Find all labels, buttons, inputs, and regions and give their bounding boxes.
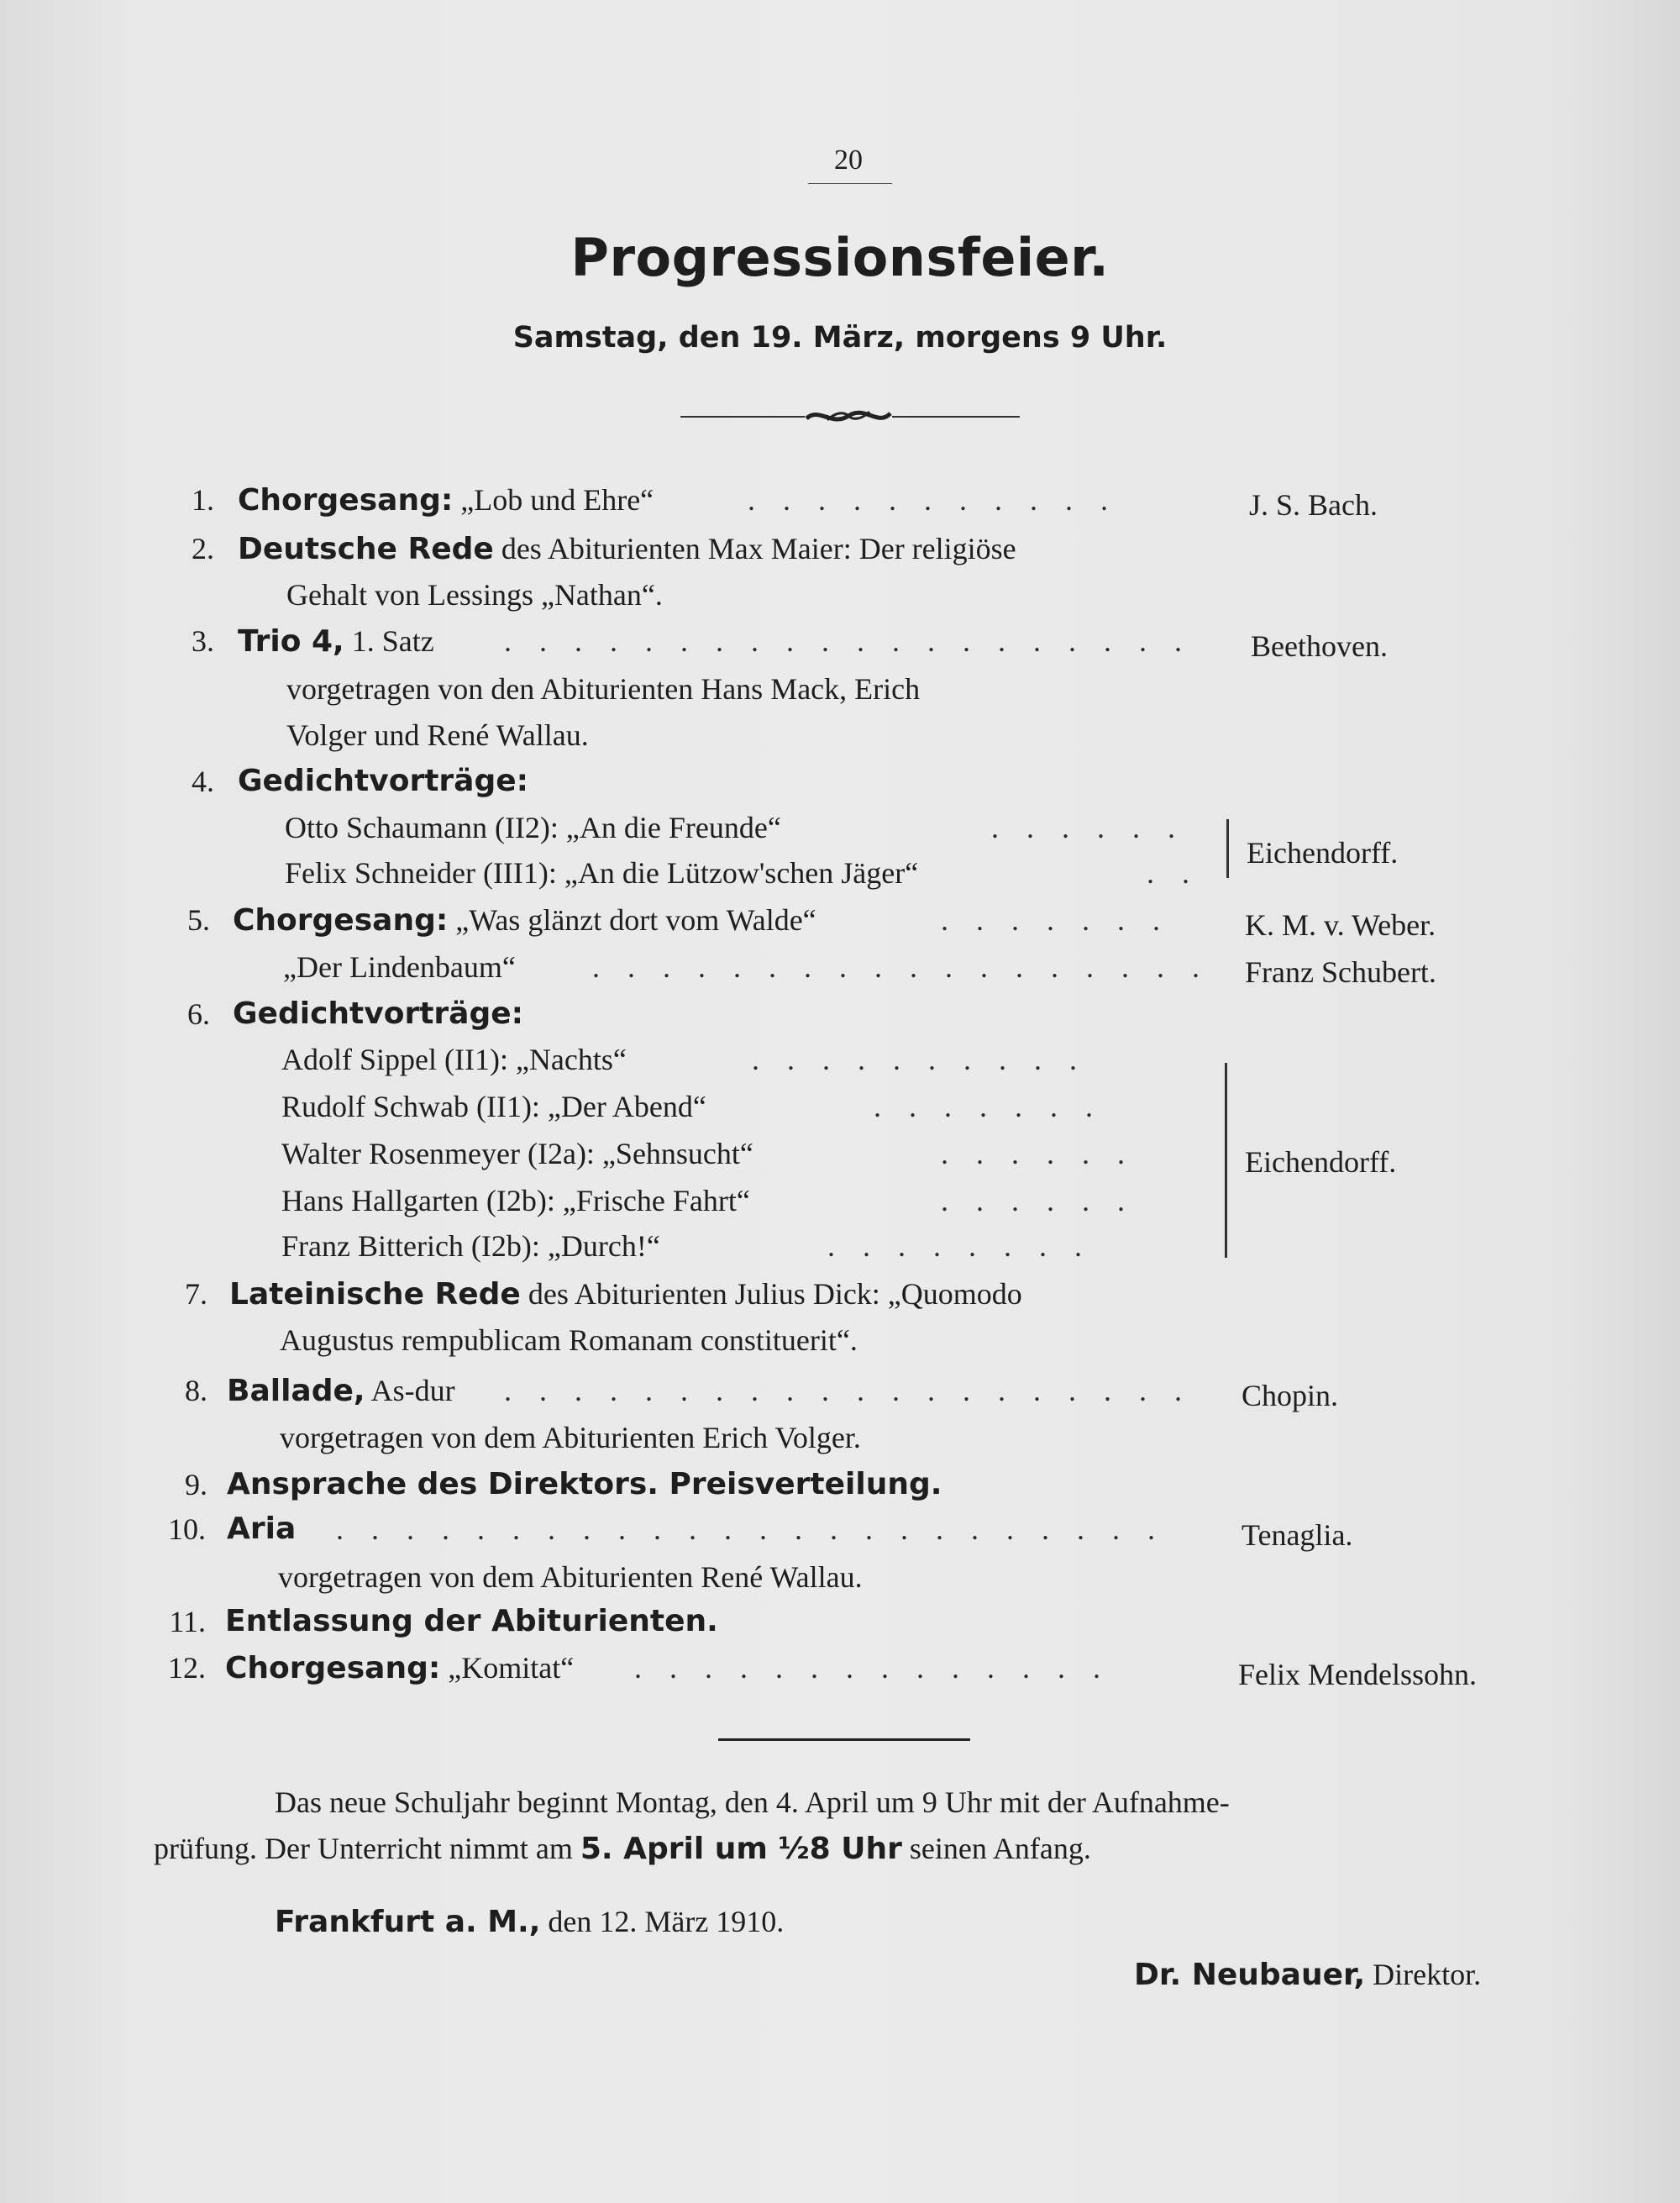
program-item-7-cont: Augustus rempublicam Romanam constituerit“. xyxy=(280,1323,858,1357)
ornament-rule-right xyxy=(892,416,1020,418)
program-item-12: Chorgesang: „Komitat“ xyxy=(225,1651,575,1685)
leader-dots: . . . . . . xyxy=(941,1137,1135,1170)
leader-dots: . . . . . . . xyxy=(941,903,1170,937)
composer: Eichendorff. xyxy=(1247,836,1399,870)
group-brace xyxy=(1226,819,1232,878)
composer: Eichendorff. xyxy=(1245,1145,1397,1179)
program-item-8-cont: vorgetragen von dem Abiturienten Erich Volger. xyxy=(280,1421,861,1454)
program-item-8: Ballade, As-dur xyxy=(227,1374,455,1408)
program-number: 11. xyxy=(169,1605,206,1638)
page-title: Progressionsfeier. xyxy=(570,227,1110,288)
leader-dots: . . xyxy=(1147,856,1200,890)
page-number: 20 xyxy=(834,145,863,176)
leader-dots: . . . . . . . . . . . . . . . . . . . . . . . . xyxy=(336,1512,1165,1546)
program-item-2-cont: Gehalt von Lessings „Nathan“. xyxy=(286,578,663,612)
program-number: 12. xyxy=(168,1651,206,1685)
program-number: 6. xyxy=(187,997,210,1031)
leader-dots: . . . . . . . . . . . . . . . . . . . . xyxy=(504,1374,1192,1407)
program-item-4-cont: Felix Schneider (III1): „An die Lützow'schen Jäger“ xyxy=(285,856,919,890)
composer: Chopin. xyxy=(1242,1379,1339,1412)
notice-line-1: Das neue Schuljahr beginnt Montag, den 4. April um 9 Uhr mit der Aufnahme- xyxy=(275,1785,1230,1819)
leader-dots: . . . . . . . . . . xyxy=(752,1043,1087,1076)
group-brace xyxy=(1225,1063,1231,1258)
program-item-10-cont: vorgetragen von dem Abiturienten René Wallau. xyxy=(278,1560,863,1594)
leader-dots: . . . . . . . . xyxy=(827,1229,1092,1263)
program-number: 2. xyxy=(192,532,214,565)
composer: K. M. v. Weber. xyxy=(1245,908,1436,942)
leader-dots: . . . . . . . . . . . . . . . . . . xyxy=(592,950,1210,984)
page-number-rule xyxy=(808,183,892,184)
ornament-flourish-icon xyxy=(802,403,895,429)
program-number: 10. xyxy=(168,1512,206,1546)
leader-dots: . . . . . . xyxy=(991,811,1185,844)
program-number: 4. xyxy=(192,765,214,798)
program-item-4-cont: Otto Schaumann (II2): „An die Freunde“ xyxy=(285,811,781,844)
page-subtitle: Samstag, den 19. März, morgens 9 Uhr. xyxy=(512,321,1168,355)
program-number: 8. xyxy=(185,1374,207,1407)
program-number: 5. xyxy=(187,903,210,937)
program-number: 1. xyxy=(192,483,214,517)
program-item-5: Chorgesang: „Was glänzt dort vom Walde“ xyxy=(233,903,816,938)
program-item-4: Gedichtvorträge: xyxy=(238,764,529,798)
place-date: Frankfurt a. M., den 12. März 1910. xyxy=(275,1905,785,1939)
program-item-6: Gedichtvorträge: xyxy=(233,996,524,1031)
leader-dots: . . . . . . xyxy=(941,1184,1135,1217)
program-item-3-cont: Volger und René Wallau. xyxy=(286,718,589,752)
program-item-11: Entlassung der Abiturienten. xyxy=(225,1604,718,1638)
program-item-1: Chorgesang: „Lob und Ehre“ xyxy=(238,483,654,518)
notice-line-2: prüfung. Der Unterricht nimmt am 5. April um ½8 Uhr seinen Anfang. xyxy=(154,1832,1091,1866)
ornament-rule-left xyxy=(680,416,805,418)
composer: Beethoven. xyxy=(1251,629,1388,663)
composer: Felix Mendelssohn. xyxy=(1238,1658,1477,1691)
signature: Dr. Neubauer, Direktor. xyxy=(1134,1958,1482,1992)
program-number: 7. xyxy=(185,1277,207,1311)
program-item-6-cont: Franz Bitterich (I2b): „Durch!“ xyxy=(281,1229,660,1263)
leader-dots: . . . . . . . . . . . . . . xyxy=(634,1651,1110,1685)
section-divider xyxy=(718,1738,970,1741)
program-item-6-cont: Rudolf Schwab (II1): „Der Abend“ xyxy=(281,1090,706,1123)
program-item-2: Deutsche Rede des Abiturienten Max Maier: Der religiöse xyxy=(238,532,1016,566)
leader-dots: . . . . . . . xyxy=(874,1090,1103,1123)
program-number: 3. xyxy=(192,624,214,658)
program-item-7: Lateinische Rede des Abiturienten Julius Dick: „Quomodo xyxy=(229,1277,1022,1312)
composer: Tenaglia. xyxy=(1242,1518,1353,1552)
program-item-6-cont: Walter Rosenmeyer (I2a): „Sehnsucht“ xyxy=(281,1137,753,1170)
program-item-5-cont: „Der Lindenbaum“ xyxy=(283,950,516,984)
program-item-3: Trio 4, 1. Satz xyxy=(238,624,434,659)
composer: Franz Schubert. xyxy=(1245,955,1436,989)
program-item-6-cont: Adolf Sippel (II1): „Nachts“ xyxy=(281,1043,627,1076)
program-item-9: Ansprache des Direktors. Preisverteilung. xyxy=(227,1467,942,1501)
program-item-3-cont: vorgetragen von den Abiturienten Hans Mack, Erich xyxy=(286,672,921,706)
program-number: 9. xyxy=(185,1468,207,1501)
program-item-6-cont: Hans Hallgarten (I2b): „Frische Fahrt“ xyxy=(281,1184,750,1217)
composer: J. S. Bach. xyxy=(1249,488,1378,522)
leader-dots: . . . . . . . . . . . . . . . . . . . . xyxy=(504,624,1192,658)
leader-dots: . . . . . . . . . . . xyxy=(748,483,1118,517)
program-item-10: Aria xyxy=(227,1512,297,1546)
